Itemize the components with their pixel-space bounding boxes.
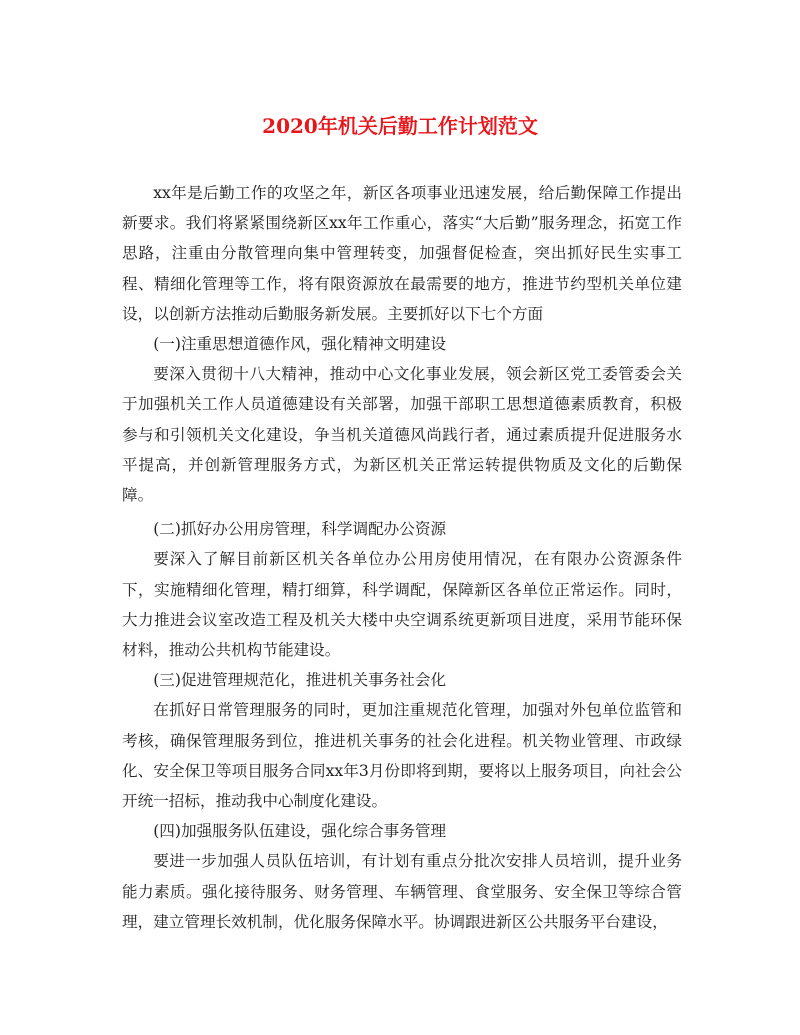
section-heading-2: (二)抓好办公用房管理，科学调配办公资源: [153, 520, 447, 539]
document-title: 2020年机关后勤工作计划范文: [262, 114, 538, 138]
section-heading-4: (四)加强服务队伍建设，强化综合事务管理: [153, 822, 447, 841]
section-body-1: 要深入贯彻十八大精神，推动中心文化事业发展，领会新区党工委管委会关于加强机关工作人员道德建设有关部署，加强干部职工思想道德素质教育，积极参与和引领机关文化建设，争当机关道德风尚践行者，通过素质提升促进服务水平提高，并创新管理服务方式，为新区机关正常运转提供物质及文化的后勤保障。: [122, 365, 682, 505]
section-body-4: 要进一步加强人员队伍培训，有计划有重点分批次安排人员培训，提升业务能力素质。强化接待服务、财务管理、车辆管理、食堂服务、安全保卫等综合管理，建立管理长效机制，优化服务保障水平。协调跟进新区公共服务平台建设，: [122, 852, 682, 931]
document-body: [122, 178, 682, 937]
section-body-2: 要深入了解目前新区机关各单位办公用房使用情况，在有限办公资源条件下，实施精细化管理，精打细算，科学调配，保障新区各单位正常运作。同时，大力推进会议室改造工程及机关大楼中央空调系统更新项目进度，采用节能环保材料，推动公共机构节能建设。: [122, 550, 682, 660]
section-heading-1: (一)注重思想道德作风，强化精神文明建设: [153, 335, 447, 354]
intro-paragraph: xx年是后勤工作的攻坚之年，新区各项事业迅速发展，给后勤保障工作提出新要求。我们将紧紧围绕新区xx年工作重心，落实“大后勤”服务理念，拓宽工作思路，注重由分散管理向集中管理转变，加强督促检查，突出抓好民生实事工程、精细化管理等工作，将有限资源放在最需要的地方，推进节约型机关单位建设，以创新方法推动后勤服务新发展。主要抓好以下七个方面: [122, 184, 682, 323]
section-body-3: 在抓好日常管理服务的同时，更加注重规范化管理，加强对外包单位监管和考核，确保管理服务到位，推进机关事务的社会化进程。机关物业管理、市政绿化、安全保卫等项目服务合同xx年3月份即将到期，要将以上服务项目，向社会公开统一招标，推动我中心制度化建设。: [122, 701, 682, 811]
section-heading-3: (三)促进管理规范化，推进机关事务社会化: [153, 671, 447, 690]
